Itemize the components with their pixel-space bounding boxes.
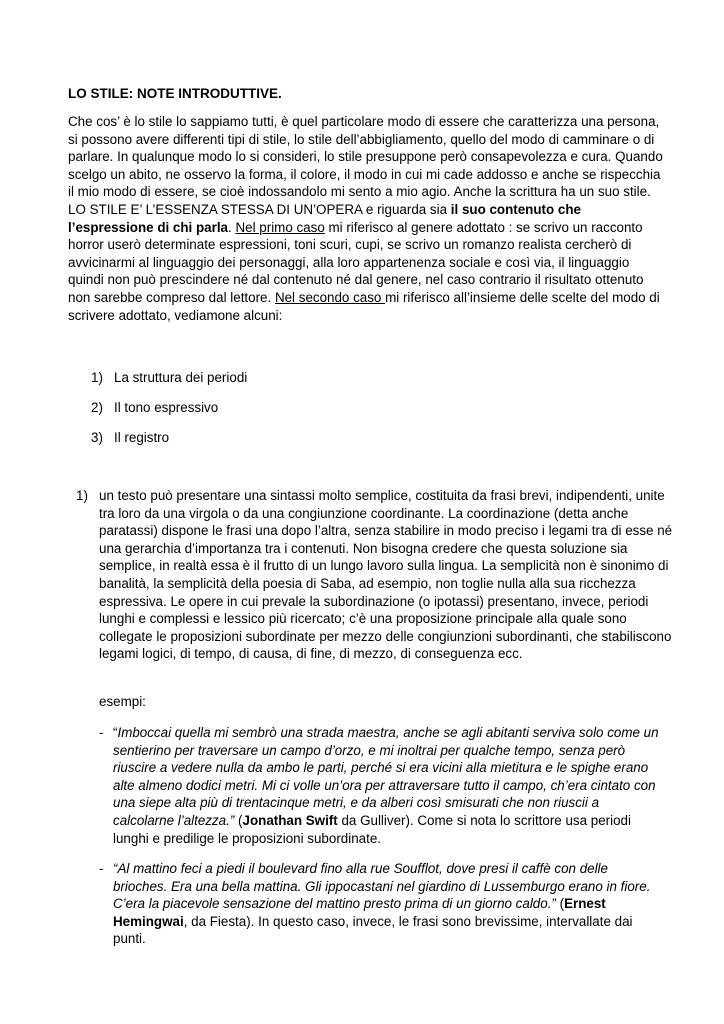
example-body [113,724,659,847]
list-item-label: La struttura dei periodi [114,370,248,385]
list-item-label: Il registro [114,430,170,445]
section-1-number: 1) [76,488,88,503]
intro-text-2: . [228,219,236,235]
example-dash: - [99,725,104,740]
section-1 [76,487,676,663]
section-1-text: un testo può presentare una sintassi molto semplice, costituita da frasi brevi, indipendenti, unite tra loro da una virgola o da una congiunzione coordinante. La coordinazione (detta anche paratassi) dispone le frasi una dopo l’altra, senza stabilire in modo preciso i legami tra di esse né una gerarchia d’importanza tra i contenuti. Non bisogna credere che questa soluzione sia semplice, in realtà essa è il frutto di un lungo lavoro sulla lingua. La semplicità non è sinonimo di banalità, la semplicità della poesia di Saba, ad esempio, non toglie nulla alla sua ricchezza espressiva. Le opere in cui prevale la subordinazione (o ipotassi) presentano, invece, periodi lunghi e complessi e lessico più ricercato; c’è una proposizione principale alla quale sono collegate le proposizioni subordinate per mezzo delle congiunzioni subordinanti, che stabiliscono legami logici, di tempo, di causa, di fine, di mezzo, di conseguenza ecc. [99,488,673,662]
example-quote: “Al mattino feci a piedi il boulevard fino alla rue Soufflot, dove presi il caffè con delle brioches. Era una bella mattina. Gli ippocastani nel giardino di Lussemburgo erano in fiore. C’era la piacevole sensazione del mattino presto prima di un giorno caldo.” [113,861,651,912]
example-item-hemingway [99,860,659,948]
example-item-swift [99,724,659,847]
example-author: Ernest Hemingwai [113,896,606,929]
example-open-quote: “ [113,725,118,740]
intro-text-4: mi riferisco all’insieme delle scelte del modo di scrivere adottato, vediamone alcuni: [68,289,660,323]
example-author: Jonathan Swift [242,812,338,828]
intro-paragraph [68,113,668,324]
example-pre: ( [555,896,565,912]
intro-text-1: Che cos’ è lo stile lo sappiamo tutti, è quel particolare modo di essere che caratterizza una persona, si possono avere differenti tipi di stile, lo stile dell’abbigliamento, quello del modo di camminare o di parlare. In qualunque modo lo si consideri, lo stile presuppone però consapevolezza e cura. Quando scelgo un abito, ne osservo la forma, il colore, il modo in cui mi cade addosso e anche se rispecchia il mio modo di essere, se cioè indossandolo mi sento a mio agio. Anche la scrittura ha un suo stile. LO STILE E’ L’ESSENZA STESSA DI UN’OPERA e riguarda sia [68,114,663,217]
example-body [113,860,659,948]
intro-bold-phrase: il suo contenuto che l’espressione di chi parla [68,201,581,235]
list-item-number: 1) [91,370,103,385]
example-quote: Imboccai quella mi sembrò una strada maestra, anche se agli abitanti serviva solo come un sentierino per traversare un campo d’orzo, e mi inoltrai per qualche tempo, senza però riuscire a vedere nulla da ambo le parti, perché si era vicini alla mietitura e le spighe erano alte almeno dodici metri. Mi ci volle un’ora per attraversare tutto il campo, ch’era cintato con una siepe alta più di trentacinque metri, e da alberi così smisurati che non riuscii a calcolarne l’altezza.” [113,725,659,828]
document-title: LO STILE: NOTE INTRODUTTIVE. [68,86,282,101]
intro-underline-second-case: Nel secondo caso [274,289,386,305]
list-item-number: 3) [91,430,103,445]
example-pre: ( [234,812,243,828]
example-post: da Gulliver). Come si nota lo scrittore usa periodi lunghi e predilige le proposizioni subordinate. [113,812,631,846]
intro-text-3: mi riferisco al genere adottato : se scrivo un racconto horror userò determinate espressioni, toni scuri, cupi, se scrivo un romanzo realista cercherò di avvicinarmi al linguaggio dei personaggi, alla loro appartenenza sociale e così via, il linguaggio quindi non può prescindere né dal contenuto né dal genere, nel caso contrario il risultato ottenuto non sarebbe compreso dal lettore. [68,219,644,305]
examples-label: esempi: [99,694,146,709]
example-post: , da Fiesta). In questo caso, invece, le frasi sono brevissime, intervallate dai punti. [113,913,633,947]
list-item-number: 2) [91,400,103,415]
intro-underline-first-case: Nel primo caso [235,219,325,235]
example-dash: - [99,861,104,876]
list-item-label: Il tono espressivo [114,400,219,415]
